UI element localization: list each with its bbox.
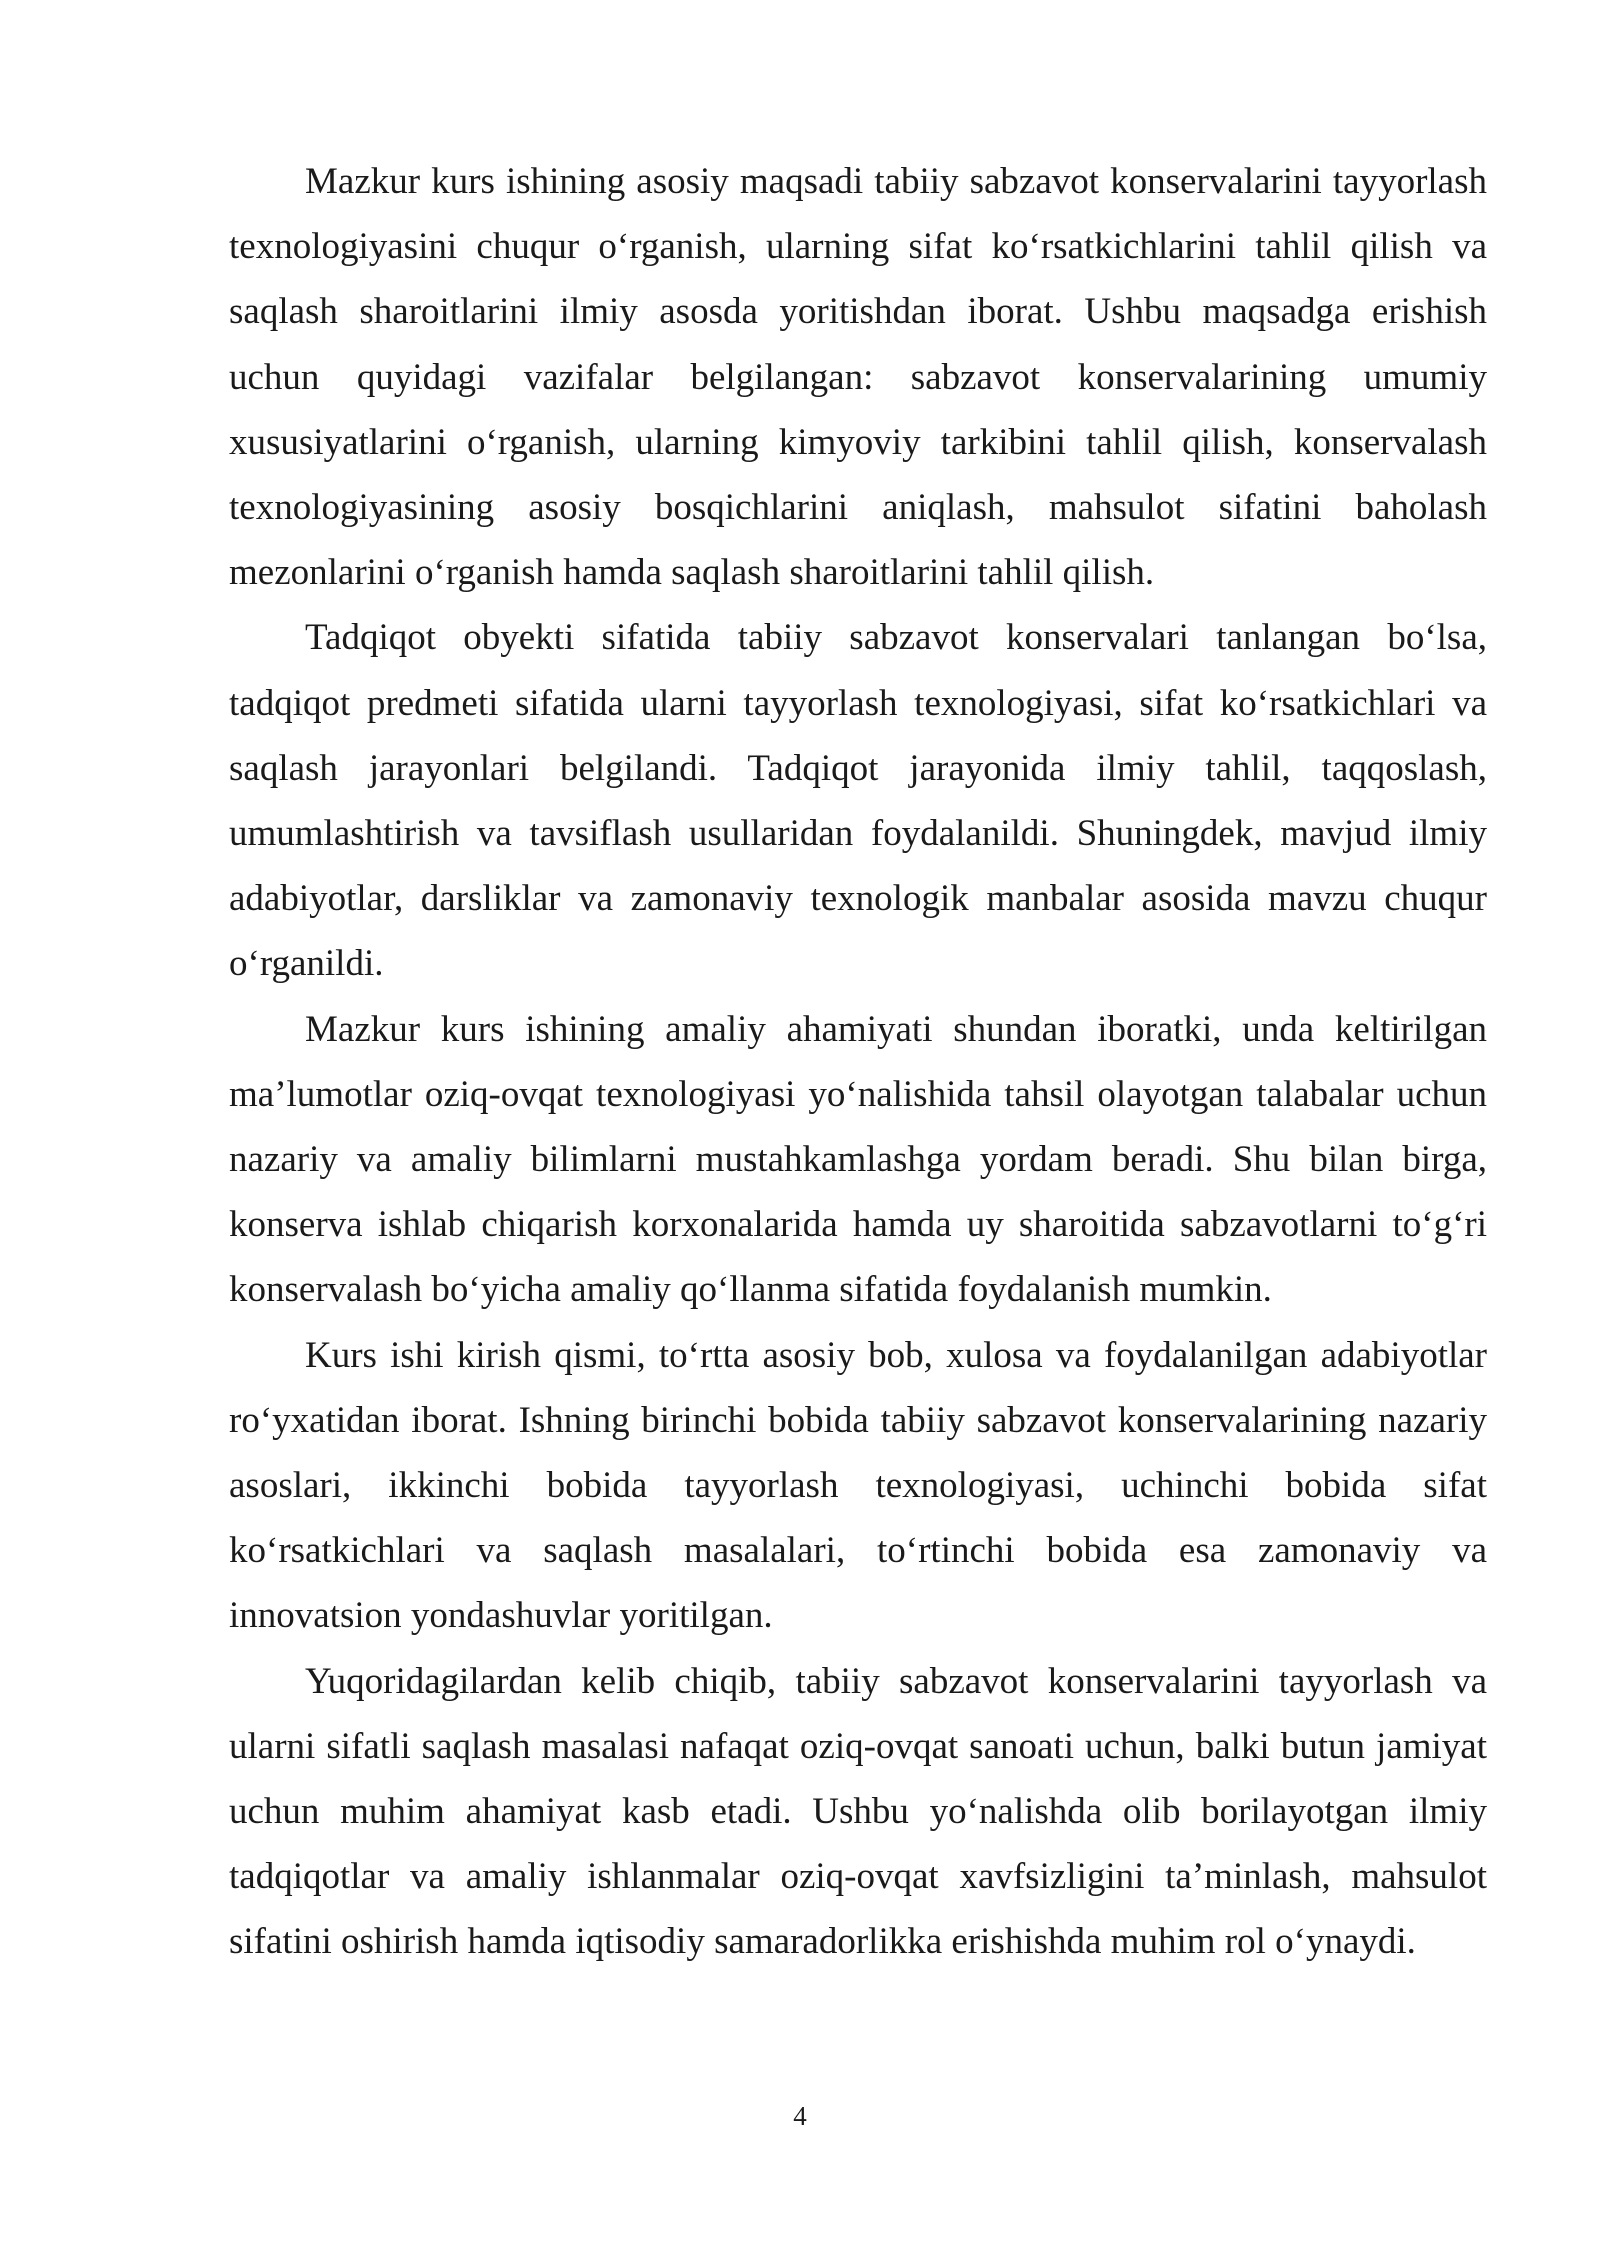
paragraph-practical-significance: Mazkur kurs ishining amaliy ahamiyati shundan iboratki, unda keltirilgan ma’lumotlar oziq-ovqat texnologiyasi yo‘nalishida tahsil olayotgan talabalar uchun nazariy va amaliy bilimlarni mustahkamlashga yordam beradi. Shu bilan birga, konserva ishlab chiqarish korxonalarida hamda uy sharoitida sabzavotlarni to‘g‘ri konservalash bo‘yicha amaliy qo‘llanma sifatida foydalanish mumkin. [229, 1008, 1487, 1311]
page-number: 4 [793, 2101, 807, 2131]
paragraph-structure: Kurs ishi kirish qismi, to‘rtta asosiy bob, xulosa va foydalanilgan adabiyotlar ro‘yxatidan iborat. Ishning birinchi bobida tabiiy sabzavot konservalarining nazariy asoslari, ikkinchi bobida tayyorlash texnologiyasi, uchinchi bobida sifat ko‘rsatkichlari va saqlash masalalari, to‘rtinchi bobida esa zamonaviy va innovatsion yondashuvlar yoritilgan. [229, 1334, 1487, 1637]
paragraph-goals: Mazkur kurs ishining asosiy maqsadi tabiiy sabzavot konservalarini tayyorlash texnologiyasini chuqur o‘rganish, ularning sifat ko‘rsatkichlarini tahlil qilish va saqlash sharoitlarini ilmiy asosda yoritishdan iborat. Ushbu maqsadga erishish uchun quyidagi vazifalar belgilangan: sabzavot konservalarining umumiy xususiyatlarini o‘rganish, ularning kimyoviy tarkibini tahlil qilish, konservalash texnologiyasining asosiy bosqichlarini aniqlash, mahsulot sifatini baholash mezonlarini o‘rganish hamda saqlash sharoitlarini tahlil qilish. [229, 161, 1487, 594]
paragraph-research-object: Tadqiqot obyekti sifatida tabiiy sabzavot konservalari tanlangan bo‘lsa, tadqiqot predmeti sifatida ularni tayyorlash texnologiyasi, sifat ko‘rsatkichlari va saqlash jarayonlari belgilandi. Tadqiqot jarayonida ilmiy tahlil, taqqoslash, umumlashtirish va tavsiflash usullaridan foydalanildi. Shuningdek, mavjud ilmiy adabiyotlar, darsliklar va zamonaviy texnologik manbalar asosida mavzu chuqur o‘rganildi. [229, 617, 1487, 985]
paragraph-conclusion: Yuqoridagilardan kelib chiqib, tabiiy sabzavot konservalarini tayyorlash va ularni sifatli saqlash masalasi nafaqat oziq-ovqat sanoati uchun, balki butun jamiyat uchun muhim ahamiyat kasb etadi. Ushbu yo‘nalishda olib borilayotgan ilmiy tadqiqotlar va amaliy ishlanmalar oziq-ovqat xavfsizligini ta’minlash, mahsulot sifatini oshirish hamda iqtisodiy samaradorlikka erishishda muhim rol o‘ynaydi. [229, 1660, 1487, 1963]
body-text [229, 149, 1487, 1975]
